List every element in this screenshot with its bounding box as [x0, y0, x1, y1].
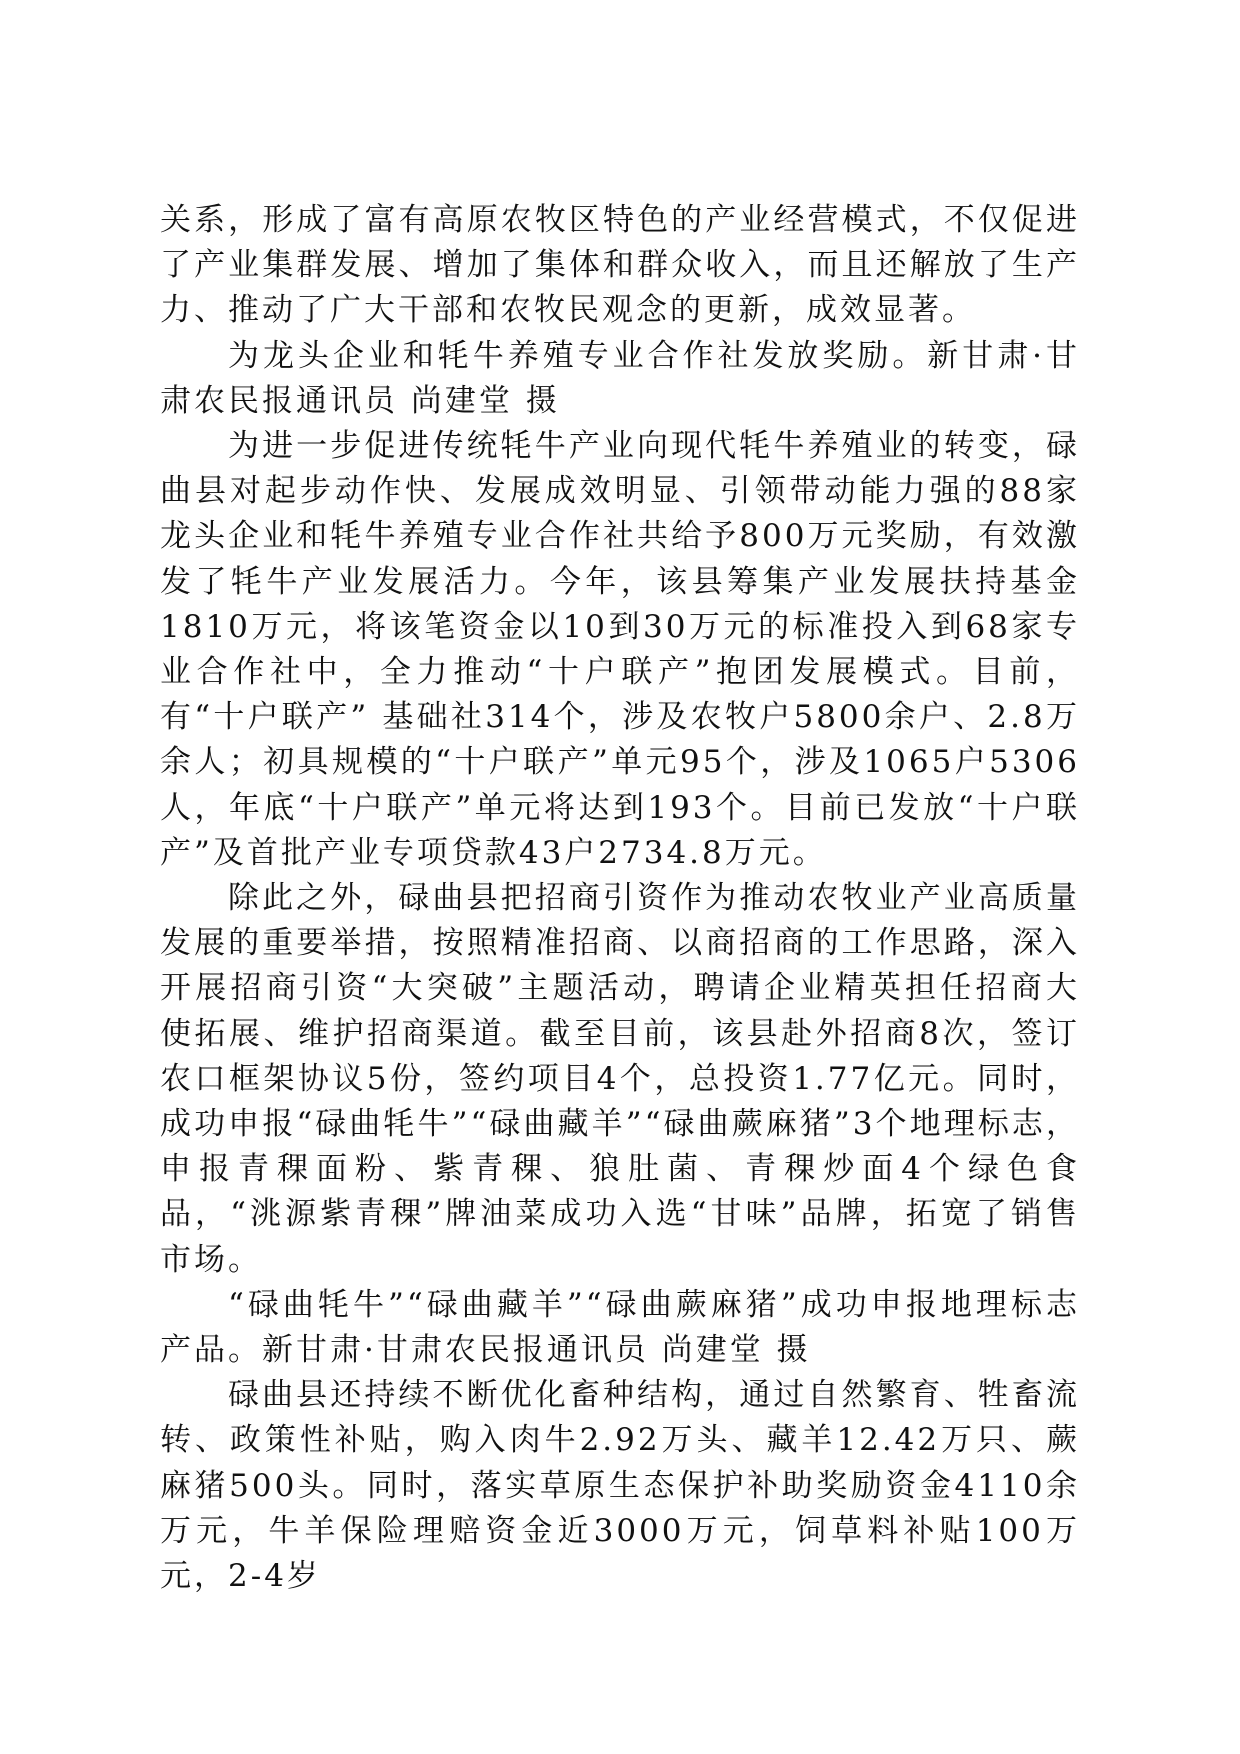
- paragraph-breed-structure: 碌曲县还持续不断优化畜种结构，通过自然繁育、牲畜流转、政策性补贴，购入肉牛2.92万头、藏羊12.42万只、蕨麻猪500头。同时，落实草原生态保护补助奖励资金4110余万元，牛羊保险理赔资金近3000万元，饲草料补贴100万元，2-4岁: [160, 1377, 1080, 1595]
- article-body: [160, 198, 1080, 1599]
- photo-caption-geographic-indication: “碌曲牦牛”“碌曲藏羊”“碌曲蕨麻猪”成功申报地理标志产品。新甘肃·甘肃农民报通讯员 尚建堂 摄: [160, 1286, 1080, 1369]
- paragraph-continuation: 关系，形成了富有高原农牧区特色的产业经营模式，不仅促进了产业集群发展、增加了集体和群众收入，而且还解放了生产力、推动了广大干部和农牧民观念的更新，成效显著。: [160, 202, 1080, 329]
- photo-caption-award: 为龙头企业和牦牛养殖专业合作社发放奖励。新甘肃·甘肃农民报通讯员 尚建堂 摄: [160, 337, 1080, 419]
- paragraph-yak-industry: 为进一步促进传统牦牛产业向现代牦牛养殖业的转变，碌曲县对起步动作快、发展成效明显、引领带动能力强的88家龙头企业和牦牛养殖专业合作社共给予800万元奖励，有效激发了牦牛产业发展活力。今年，该县筹集产业发展扶持基金1810万元，将该笔资金以10到30万元的标准投入到68家专业合作社中，全力推动“十户联产”抱团发展模式。目前，有“十户联产” 基础社314个，涉及农牧户5800余户、2.8万余人；初具规模的“十户联产”单元95个，涉及1065户5306人，年底“十户联产”单元将达到193个。目前已发放“十户联产”及首批产业专项贷款43户2734.8万元。: [160, 428, 1080, 871]
- paragraph-investment: 除此之外，碌曲县把招商引资作为推动农牧业产业高质量发展的重要举措，按照精准招商、以商招商的工作思路，深入开展招商引资“大突破”主题活动，聘请企业精英担任招商大使拓展、维护招商渠道。截至目前，该县赴外招商8次，签订农口框架协议5份，签约项目4个，总投资1.77亿元。同时，成功申报“碌曲牦牛”“碌曲藏羊”“碌曲蕨麻猪”3个地理标志，申报青稞面粉、紫青稞、狼肚菌、青稞炒面4个绿色食品，“洮源紫青稞”牌油菜成功入选“甘味”品牌，拓宽了销售市场。: [160, 880, 1080, 1278]
